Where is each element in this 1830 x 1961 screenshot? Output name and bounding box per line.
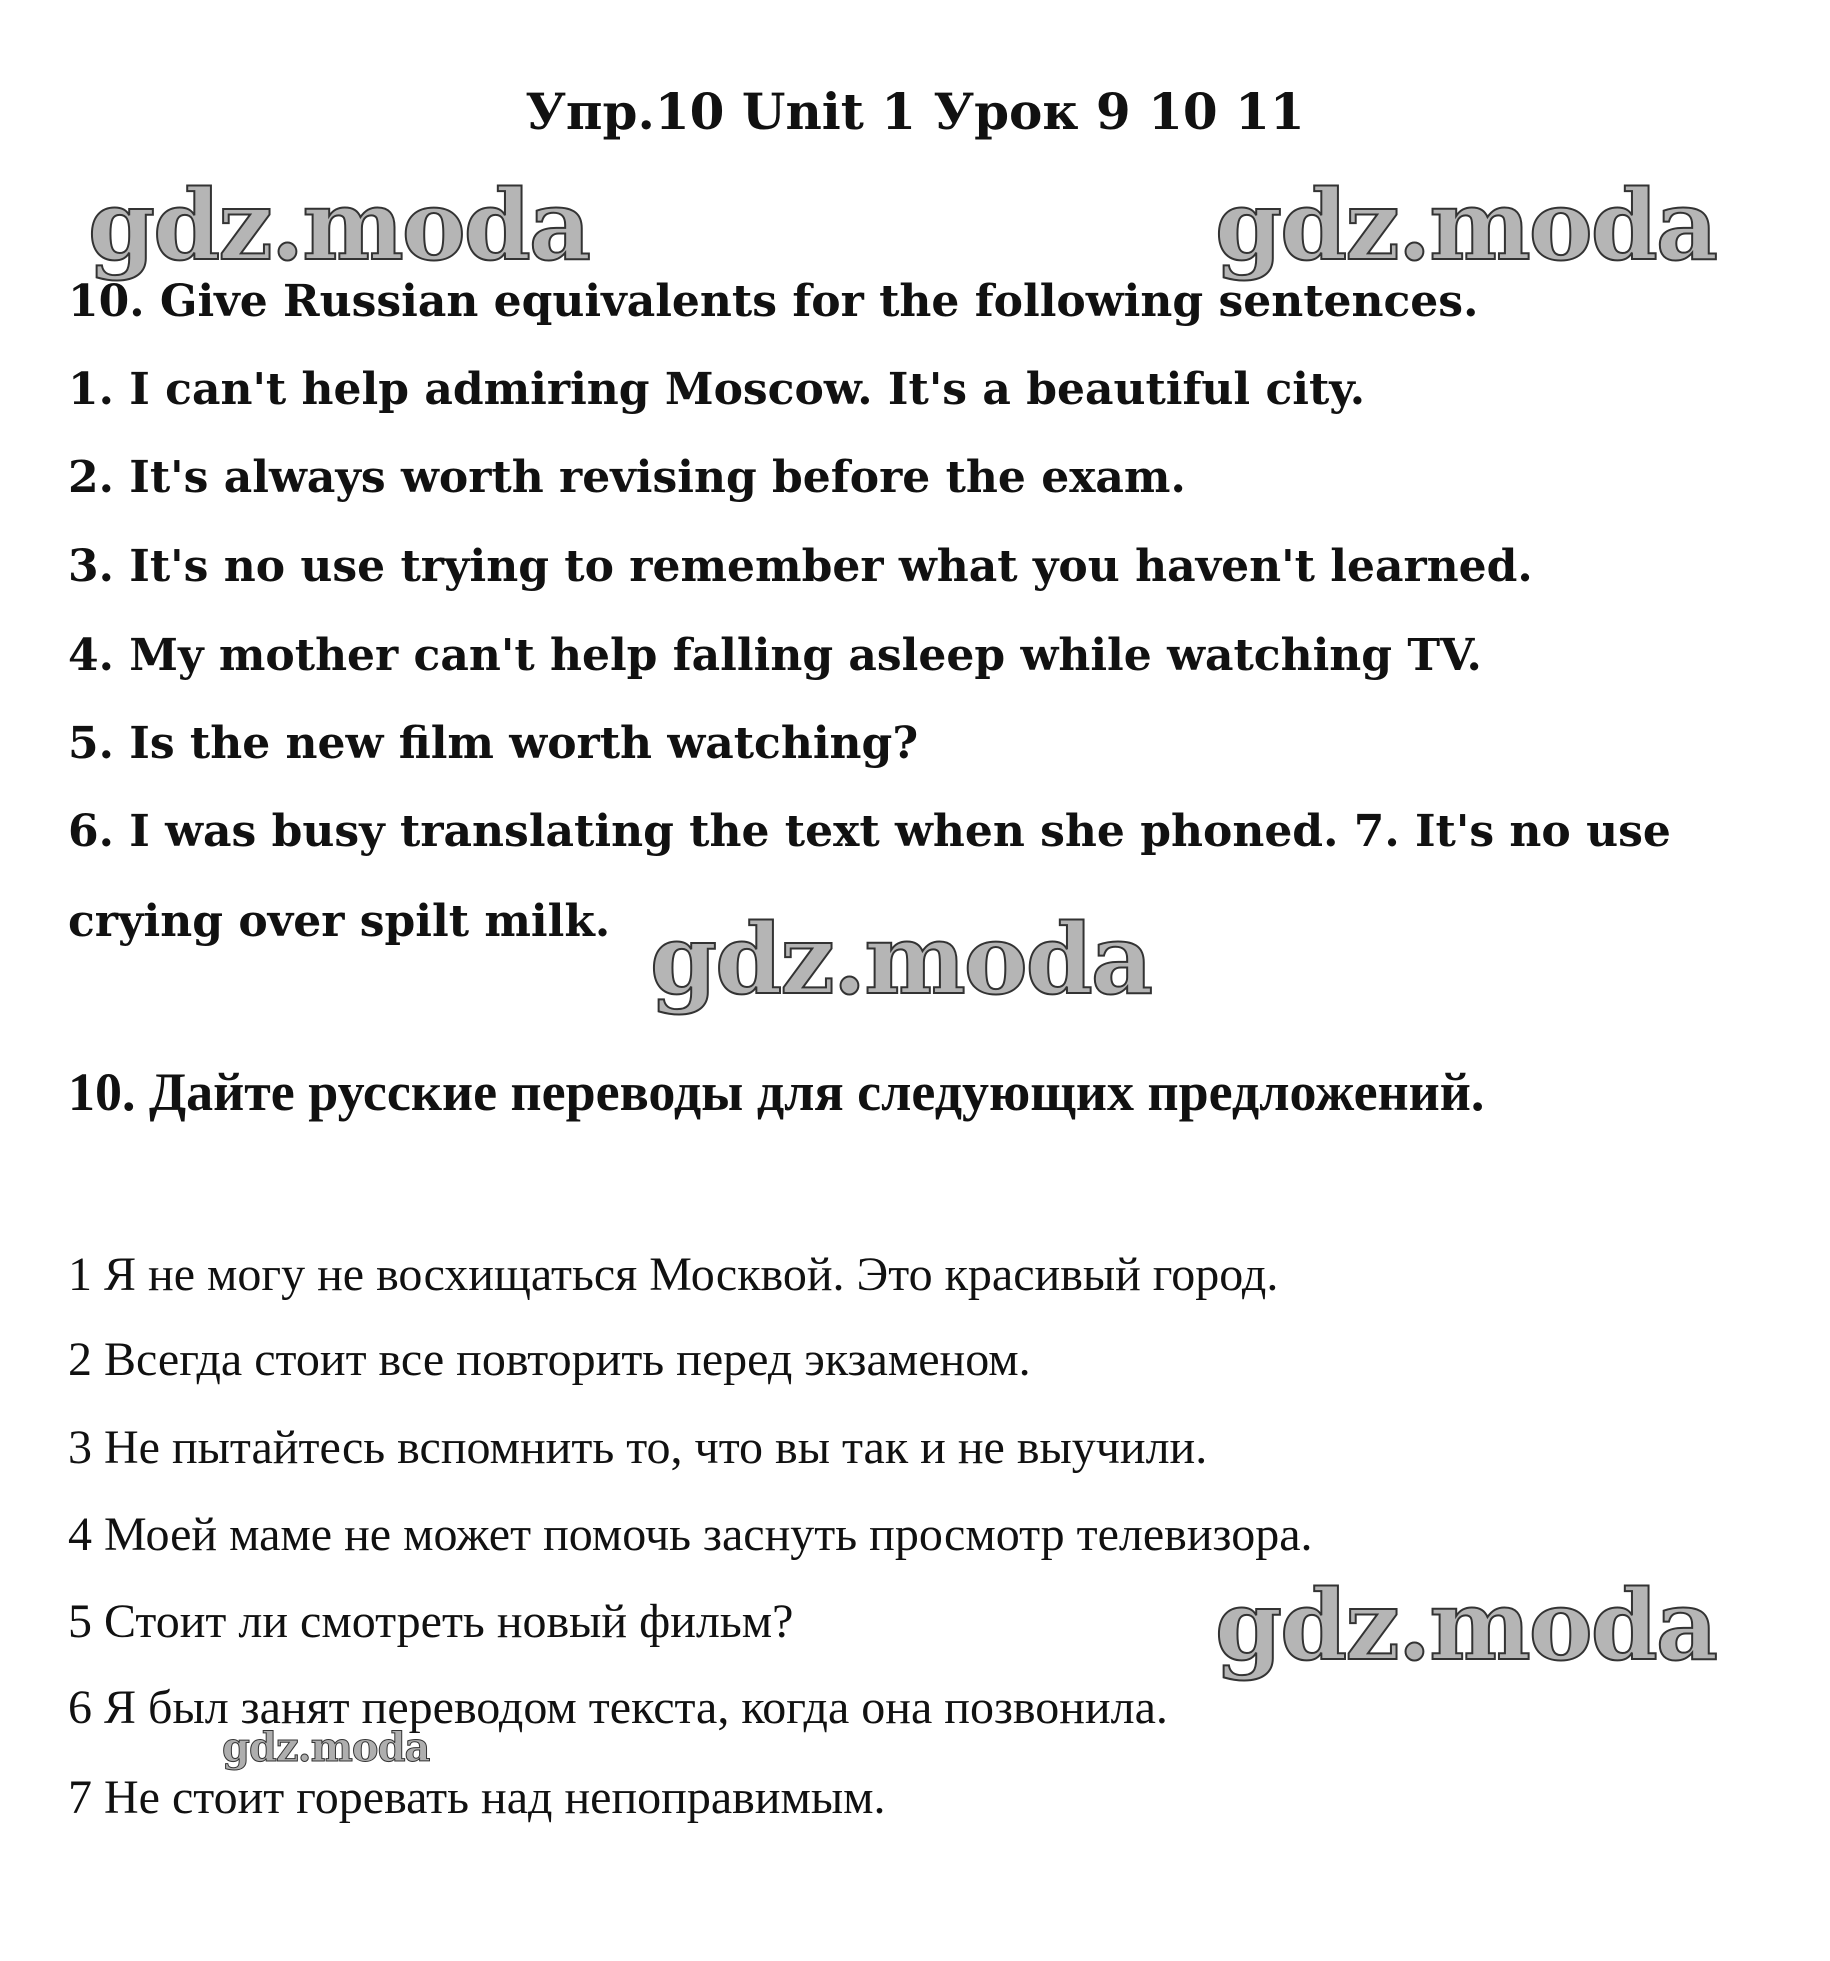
english-line-4: 4. My mother can't help falling asleep while watching TV. (68, 630, 1482, 681)
russian-line-2: 2 Всегда стоит все повторить перед экзаменом. (68, 1333, 1031, 1386)
watermark: gdz.moda (1215, 1569, 1717, 1682)
english-line-1: 1. I can't help admiring Moscow. It's a beautiful city. (68, 364, 1366, 415)
russian-line-4: 4 Моей маме не может помочь заснуть просмотр телевизора. (68, 1508, 1313, 1561)
watermark: gdz.moda (88, 169, 590, 282)
watermark: gdz.moda (222, 1724, 430, 1771)
russian-line-3: 3 Не пытайтесь вспомнить то, что вы так и не выучили. (68, 1421, 1208, 1474)
russian-line-6: 6 Я был занят переводом текста, когда она позвонила. (68, 1681, 1168, 1734)
watermark: gdz.moda (650, 903, 1152, 1016)
russian-heading: 10. Дайте русские переводы для следующих предложений. (68, 1062, 1485, 1122)
english-line-7: crying over spilt milk. (68, 896, 611, 947)
english-line-6: 6. I was busy translating the text when she phoned. 7. It's no use (68, 806, 1671, 857)
english-line-3: 3. It's no use trying to remember what you haven't learned. (68, 541, 1533, 592)
russian-line-1: 1 Я не могу не восхищаться Москвой. Это красивый город. (68, 1248, 1279, 1301)
english-heading: 10. Give Russian equivalents for the following sentences. (68, 276, 1479, 327)
russian-line-5: 5 Стоит ли смотреть новый фильм? (68, 1595, 794, 1648)
russian-line-7: 7 Не стоит горевать над непоправимым. (68, 1771, 886, 1824)
english-line-2: 2. It's always worth revising before the exam. (68, 452, 1186, 503)
english-line-5: 5. Is the new film worth watching? (68, 718, 919, 769)
watermark: gdz.moda (1215, 169, 1717, 282)
page-title: Упр.10 Unit 1 Урок 9 10 11 (525, 82, 1305, 141)
